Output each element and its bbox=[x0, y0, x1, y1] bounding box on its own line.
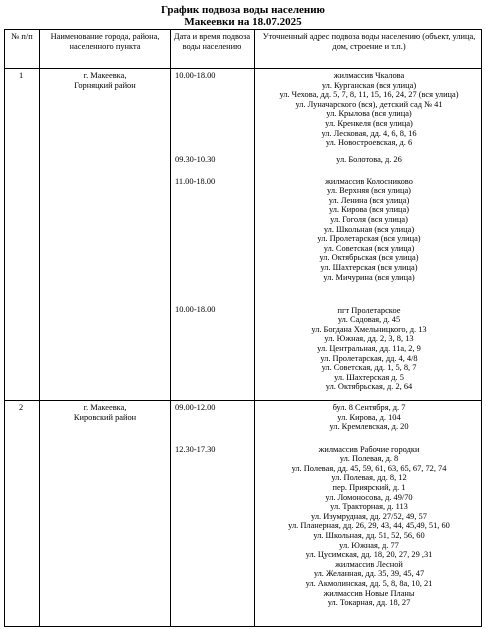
address-list bbox=[257, 296, 481, 392]
address-line: ул. Шахтерская д. 5 bbox=[334, 372, 404, 382]
address-line: ул. Школьная, дд. 51, 52, 56, 60 bbox=[313, 530, 425, 540]
row-city: г. Макеевка, Горняцкий район bbox=[74, 71, 136, 90]
address-line: ул. Желанная, дд. 35, 39, 45, 47 bbox=[313, 569, 425, 579]
address-line: ул. Советская (вся улица) bbox=[323, 243, 415, 253]
row-number: 2 bbox=[19, 403, 24, 412]
address-line: пгт Пролетарское bbox=[337, 305, 401, 315]
row-divider bbox=[5, 68, 481, 69]
address-line: ул. Ленина (вся улица) bbox=[328, 195, 410, 205]
address-line: ул. Кремлевская, д. 20 bbox=[329, 422, 409, 432]
address-list bbox=[257, 155, 481, 165]
address-list bbox=[257, 403, 481, 432]
address-line: ул. Кренкеля (вся улица) bbox=[325, 118, 413, 128]
address-line: ул. Полевая, дд. 8, 12 bbox=[331, 473, 407, 483]
address-line: ул. Садовая, д. 45 bbox=[337, 315, 401, 325]
header-num: № п/п bbox=[11, 32, 33, 41]
address-line: ул. Полевая, д. 8 bbox=[339, 454, 399, 464]
address-line: ул. Шахтерская (вся улица) bbox=[320, 262, 418, 272]
address-line bbox=[257, 296, 481, 306]
address-line: ул. Новостроевская, д. 6 bbox=[325, 138, 413, 148]
address-line: ул. Кирова, д. 104 bbox=[337, 412, 401, 422]
address-line: ул. Богдана Хмельницкого, д. 13 bbox=[311, 324, 427, 334]
delivery-time: 12.30-17.30 bbox=[175, 445, 216, 454]
schedule-table bbox=[4, 29, 482, 627]
address-line: ул. Мичурина (вся улица) bbox=[323, 272, 415, 282]
column-divider bbox=[170, 30, 171, 626]
address-line: ул. Пролетарская (вся улица) bbox=[317, 234, 421, 244]
address-line: ул. Октябрьская, д. 2, 64 bbox=[325, 382, 413, 392]
address-line bbox=[257, 167, 481, 177]
address-line: ул. Советская, дд. 1, 5, 8, 7 bbox=[321, 363, 417, 373]
header-address: Уточненный адрес подвоза воды населению (объект, улица, дом, строение и т.п.) bbox=[262, 32, 476, 51]
row-number: 1 bbox=[19, 71, 24, 80]
address-line: бул. 8 Сентября, д. 7 bbox=[332, 403, 406, 412]
address-list bbox=[257, 435, 481, 608]
address-list bbox=[257, 167, 481, 282]
document-title: График подвоза воды населению bbox=[161, 4, 325, 16]
address-list bbox=[257, 71, 481, 148]
delivery-time: 11.00-18.00 bbox=[175, 177, 216, 186]
address-line: ул. Гоголя (вся улица) bbox=[330, 214, 408, 224]
address-line: ул. Курганская (вся улица) bbox=[321, 80, 417, 90]
address-line: ул. Токарная, дд. 18, 27 bbox=[327, 598, 411, 608]
column-divider bbox=[39, 30, 40, 626]
address-line bbox=[257, 435, 481, 445]
document-subtitle: Макеевки на 18.07.2025 bbox=[184, 16, 302, 28]
address-line: ул. Ломоносова, д. 49/70 bbox=[325, 492, 413, 502]
address-line: ул. Изумрудная, дд. 27/52, 49, 57 bbox=[311, 511, 427, 521]
column-divider bbox=[254, 30, 255, 626]
address-line: ул. Крылова (вся улица) bbox=[326, 109, 412, 119]
address-line: ул. Пролетарская, дд. 4, 4/8 bbox=[320, 353, 418, 363]
header-city: Наименование города, района, населенного пункта bbox=[50, 32, 160, 51]
address-line: жилмассив Колосниково bbox=[325, 176, 413, 186]
address-line: ул. Кирова (вся улица) bbox=[328, 205, 410, 215]
address-line: ул. Лесковая, дд. 4, 6, 8, 16 bbox=[321, 128, 417, 138]
address-line: ул. Южная, дд. 2, 3, 8, 13 bbox=[324, 334, 414, 344]
address-line: ул. Верхняя (вся улица) bbox=[327, 186, 411, 196]
address-line: жилмассив Чкалова bbox=[333, 71, 405, 80]
delivery-time: 09.00-12.00 bbox=[175, 403, 216, 412]
address-line: ул. Цусимская, дд. 18, 20, 27, 29 ,31 bbox=[305, 550, 433, 560]
address-line: ул. Луначарского (вся), детский сад № 41 bbox=[295, 99, 443, 109]
row-city: г. Макеевка, Кировский район bbox=[73, 403, 137, 422]
address-line: жилмассив Рабочие городки bbox=[318, 444, 420, 454]
address-line: ул. Полевая, дд. 45, 59, 61, 63, 65, 67, 72, 74 bbox=[291, 463, 447, 473]
address-line: жилмассив Лесной bbox=[335, 559, 403, 569]
address-line: ул. Центральная, дд. 11а, 2, 9 bbox=[317, 343, 421, 353]
delivery-time: 09.30-10.30 bbox=[175, 155, 216, 164]
row-divider bbox=[5, 400, 481, 401]
address-line: ул. Школьная (вся улица) bbox=[323, 224, 415, 234]
address-line: пер. Приярский, д. 1 bbox=[332, 482, 406, 492]
address-line: ул. Болотова, д. 26 bbox=[336, 155, 402, 164]
address-line: ул. Октябрьская (вся улица) bbox=[319, 253, 419, 263]
address-line: ул. Тракторная, д. 113 bbox=[330, 502, 408, 512]
address-line: ул. Чехова, дд. 5, 7, 8, 11, 15, 16, 24, 27 (вся улица) bbox=[279, 90, 459, 100]
address-line: ул. Южная, д. 77 bbox=[339, 540, 399, 550]
delivery-time: 10.00-18.00 bbox=[175, 71, 216, 80]
header-time: Дата и время подвоза воды населению bbox=[173, 32, 251, 51]
delivery-time: 10.00-18.00 bbox=[175, 305, 216, 314]
address-line: жилмассив Новые Планы bbox=[323, 588, 415, 598]
address-line: ул. Акмолинская, дд. 5, 8, 8а, 10, 21 bbox=[305, 578, 433, 588]
address-line: ул. Планерная, дд. 26, 29, 43, 44, 45,49, 51, 60 bbox=[288, 521, 450, 531]
